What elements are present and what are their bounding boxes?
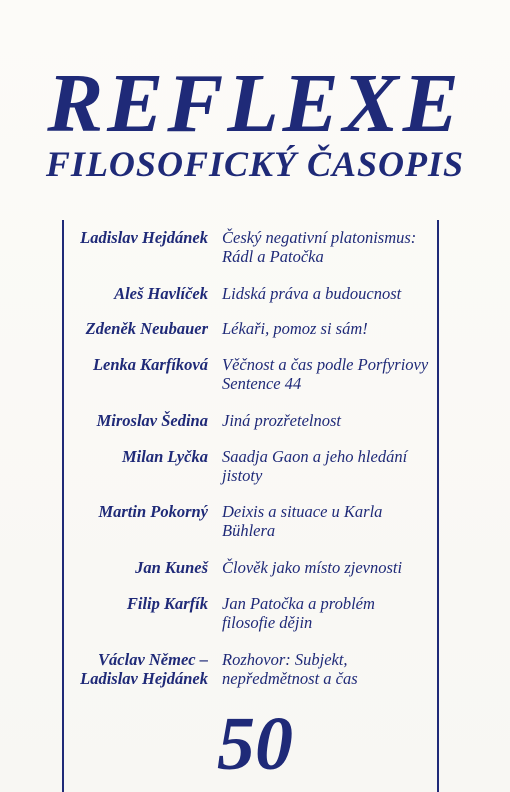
entry-article (222, 284, 437, 303)
article-line: Bühlera (222, 521, 276, 540)
entry-article (222, 355, 437, 393)
article-line: filosofie dějin (222, 613, 313, 632)
entry-author (93, 355, 208, 374)
entry-article (222, 650, 437, 688)
author-line: Filip Karfík (126, 594, 208, 613)
article-line: Jan Patočka a problém (222, 594, 375, 613)
article-line: Deixis a situace u Karla (222, 502, 383, 521)
article-line: Sentence 44 (222, 374, 302, 393)
entry-author (80, 228, 208, 247)
entry-article (222, 319, 437, 338)
author-line: Martin Pokorný (98, 502, 208, 521)
article-line: nepředmětnost a čas (222, 669, 358, 688)
article-line: Lidská práva a budoucnost (222, 284, 402, 303)
entry-article (222, 558, 437, 577)
author-line: Václav Němec – (98, 650, 208, 669)
article-line: Rádl a Patočka (222, 247, 324, 266)
author-line: Ladislav Hejdánek (80, 228, 208, 247)
article-line: jistoty (222, 466, 263, 485)
entry-author (80, 650, 208, 688)
author-line: Aleš Havlíček (114, 284, 208, 303)
author-line: Zdeněk Neubauer (85, 319, 208, 338)
article-line: Rozhovor: Subjekt, (222, 650, 348, 669)
entry-author (114, 284, 208, 303)
article-line: Český negativní platonismus: (222, 228, 417, 247)
entry-article (222, 594, 437, 632)
author-line: Jan Kuneš (135, 558, 208, 577)
article-line: Věčnost a čas podle Porfyriovy (222, 355, 429, 374)
author-line: Miroslav Šedina (96, 411, 208, 430)
article-line: Člověk jako místo zjevnosti (222, 558, 403, 577)
entry-author (122, 447, 208, 466)
entry-author (97, 411, 208, 430)
article-line: Jiná prozřetelnost (222, 411, 342, 430)
entry-article (222, 447, 437, 485)
entry-article (222, 228, 437, 266)
entry-author (86, 319, 208, 338)
entry-article (222, 502, 437, 540)
article-line: Lékaři, pomoz si sám! (222, 319, 368, 338)
author-line: Ladislav Hejdánek (80, 669, 208, 688)
journal-subtitle: FILOSOFICKÝ ČASOPIS (45, 144, 465, 184)
entry-author (98, 502, 208, 521)
entry-author (135, 558, 208, 577)
issue-number: 50 (217, 702, 293, 786)
author-line: Milan Lyčka (121, 447, 208, 466)
entry-article (222, 411, 437, 430)
author-line: Lenka Karfíková (92, 355, 208, 374)
article-line: Saadja Gaon a jeho hledání (222, 447, 408, 466)
journal-title: REFLEXE (47, 57, 463, 150)
entry-author (127, 594, 208, 613)
